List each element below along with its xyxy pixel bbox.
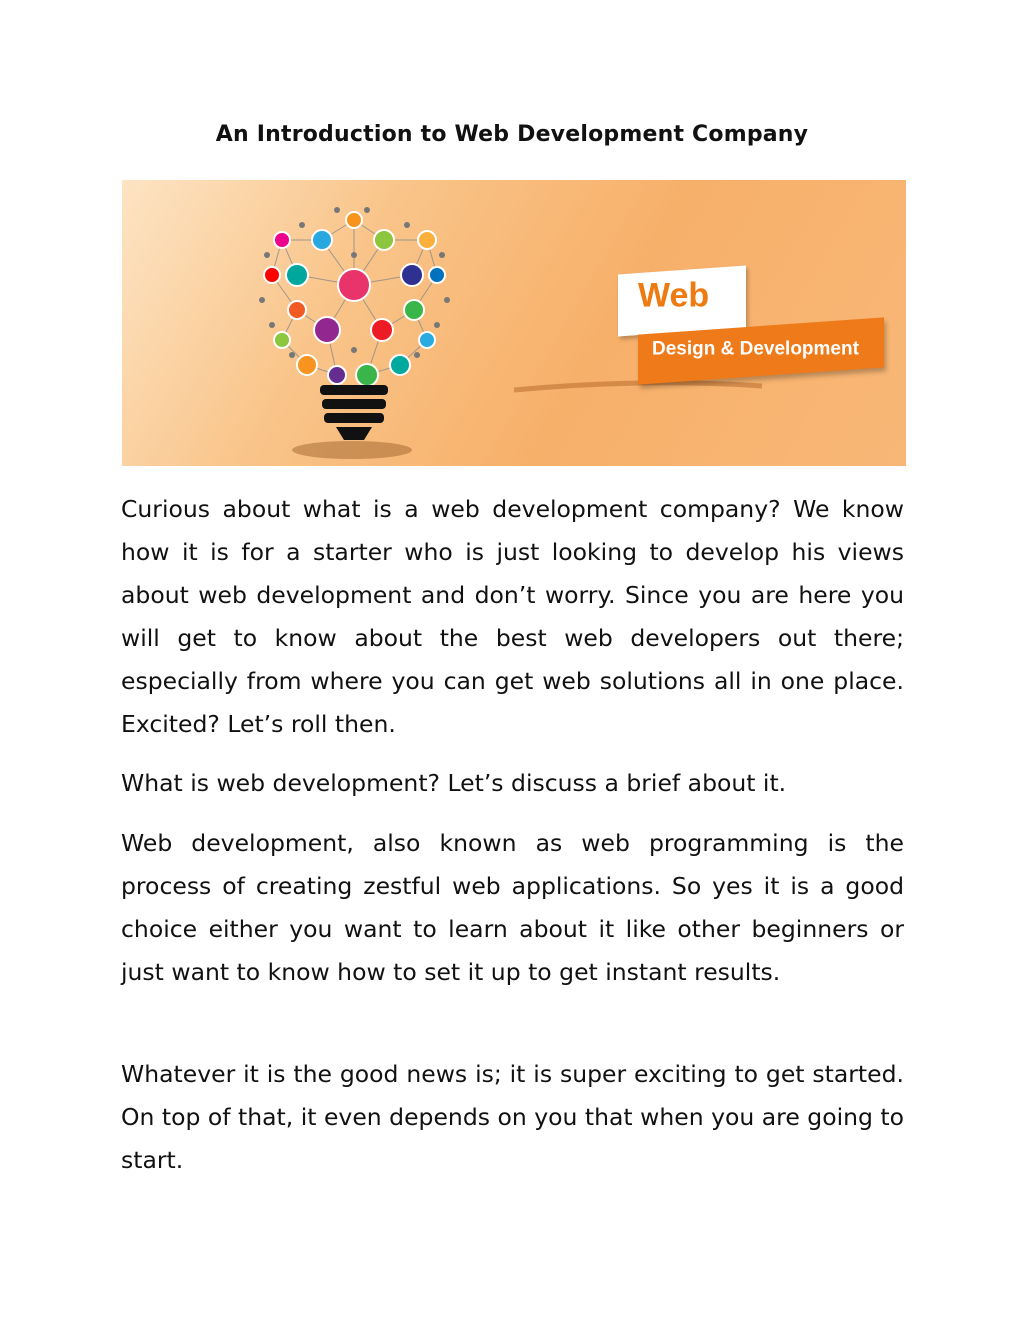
- subtitle-label: Design & Development: [652, 338, 859, 360]
- page-title: An Introduction to Web Development Company: [215, 122, 809, 147]
- paragraph-question: What is web development? Let’s discuss a brief about it.: [121, 769, 787, 797]
- web-label: Web: [638, 276, 710, 315]
- paragraph-closing: Whatever it is the good news is; it is super exciting to get started. On top of that, it even depends on you that when you are going to start.: [121, 1060, 904, 1174]
- web-label-box: [618, 266, 746, 337]
- banner-image: [122, 180, 906, 466]
- lightbulb-network-icon: [122, 180, 906, 466]
- paragraph-definition: Web development, also known as web programming is the process of creating zestful web applications. So yes it is a good choice either you want to learn about it like other beginners or just want to know how to set it up to get instant results.: [121, 829, 904, 986]
- paragraph-intro: Curious about what is a web development company? We know how it is for a starter who is just looking to develop his views about web development and don’t worry. Since you are here you will get to know about the best web developers out there; especially from where you can get web solutions all in one place. Excited? Let’s roll then.: [121, 495, 904, 738]
